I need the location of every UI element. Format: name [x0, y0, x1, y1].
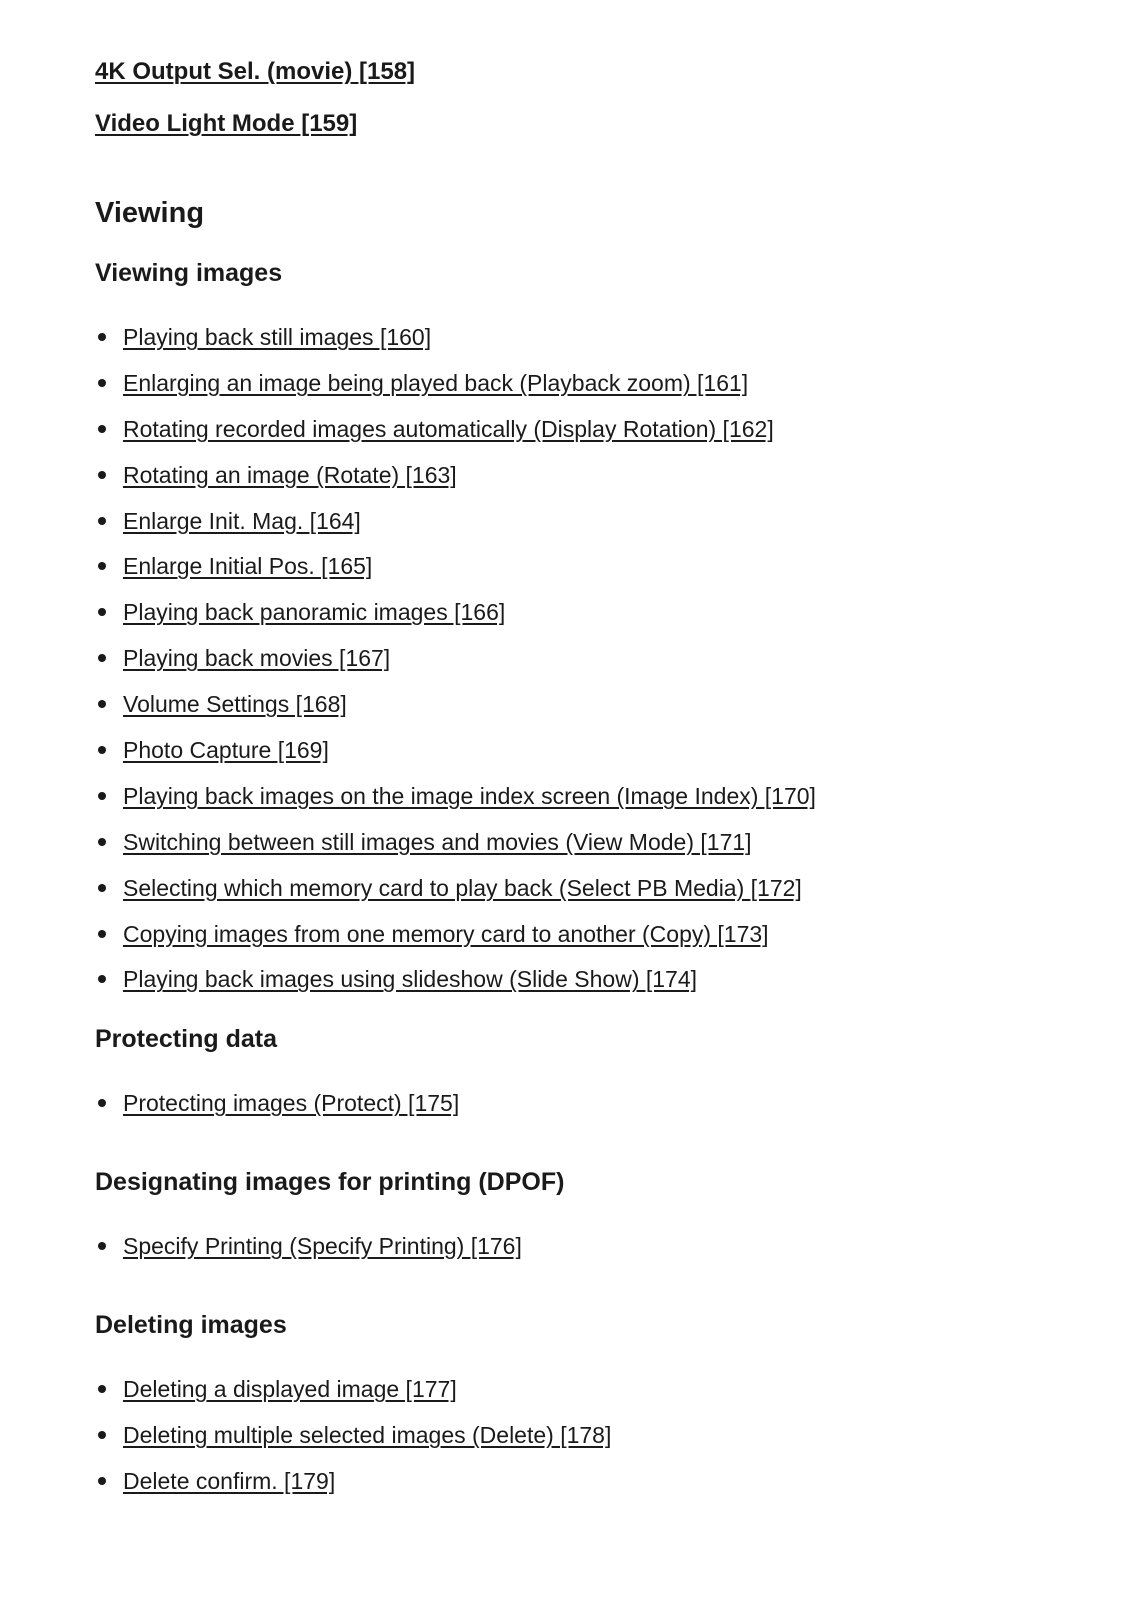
bullet-icon [98, 517, 106, 525]
list-item [95, 735, 816, 781]
link-slide-show[interactable]: Playing back images using slideshow (Slide Show) [174] [123, 966, 698, 993]
bullet-icon [98, 654, 106, 662]
link-enlarge-init-mag[interactable]: Enlarge Init. Mag. [164] [123, 507, 361, 534]
bullet-icon [98, 792, 106, 800]
link-playback-zoom[interactable]: Enlarging an image being played back (Playback zoom) [161] [123, 369, 749, 396]
list-item [95, 1420, 611, 1466]
bullet-icon [98, 975, 106, 983]
link-image-index[interactable]: Playing back images on the image index screen (Image Index) [170] [123, 782, 816, 809]
section-title-viewing: Viewing [95, 197, 205, 229]
list-item [95, 460, 816, 506]
list-dpof [95, 1231, 522, 1277]
link-playing-back-movies[interactable]: Playing back movies [167] [123, 645, 391, 672]
link-video-light-mode[interactable]: Video Light Mode [159] [95, 110, 358, 137]
bullet-icon [98, 838, 106, 846]
link-volume-settings[interactable]: Volume Settings [168] [123, 691, 347, 718]
link-protect[interactable]: Protecting images (Protect) [175] [123, 1090, 460, 1116]
list-item [95, 1088, 459, 1134]
bullet-icon [98, 608, 106, 616]
list-item [95, 414, 816, 460]
list-item [95, 964, 816, 1010]
bullet-icon [98, 1099, 106, 1107]
link-copy[interactable]: Copying images from one memory card to another (Copy) [173] [123, 920, 769, 947]
list-item [95, 1231, 522, 1277]
list-item [95, 873, 816, 919]
link-rotate[interactable]: Rotating an image (Rotate) [163] [123, 461, 457, 488]
list-item [95, 1466, 611, 1512]
link-select-pb-media[interactable]: Selecting which memory card to play back (Select PB Media) [172] [123, 874, 802, 901]
link-display-rotation[interactable]: Rotating recorded images automatically (Display Rotation) [162] [123, 415, 774, 442]
list-protecting-data [95, 1088, 459, 1134]
list-item [95, 1374, 611, 1420]
list-item [95, 322, 816, 368]
list-item [95, 643, 816, 689]
bullet-icon [98, 471, 106, 479]
list-deleting-images [95, 1374, 611, 1512]
heading-deleting-images: Deleting images [95, 1311, 287, 1339]
link-enlarge-initial-pos[interactable]: Enlarge Initial Pos. [165] [123, 553, 373, 580]
list-item [95, 689, 816, 735]
link-delete[interactable]: Deleting multiple selected images (Delete) [178] [123, 1421, 612, 1448]
bullet-icon [98, 1242, 106, 1250]
list-item [95, 368, 816, 414]
link-playing-back-panoramic-images[interactable]: Playing back panoramic images [166] [123, 599, 506, 626]
link-view-mode[interactable]: Switching between still images and movies (View Mode) [171] [123, 828, 752, 855]
list-item [95, 827, 816, 873]
bullet-icon [98, 333, 106, 341]
bullet-icon [98, 379, 106, 387]
list-item [95, 551, 816, 597]
link-photo-capture[interactable]: Photo Capture [169] [123, 737, 329, 764]
list-item [95, 597, 816, 643]
link-4k-output-sel-movie[interactable]: 4K Output Sel. (movie) [158] [95, 58, 416, 85]
bullet-icon [98, 1385, 106, 1393]
bullet-icon [98, 700, 106, 708]
list-item [95, 781, 816, 827]
bullet-icon [98, 1477, 106, 1485]
heading-dpof: Designating images for printing (DPOF) [95, 1168, 565, 1196]
link-playing-back-still-images[interactable]: Playing back still images [160] [123, 324, 432, 350]
bullet-icon [98, 746, 106, 754]
bullet-icon [98, 1431, 106, 1439]
bullet-icon [98, 562, 106, 570]
bullet-icon [98, 930, 106, 938]
bullet-icon [98, 884, 106, 892]
link-delete-confirm[interactable]: Delete confirm. [179] [123, 1467, 336, 1494]
heading-viewing-images: Viewing images [95, 259, 283, 287]
list-viewing-images [95, 322, 816, 1010]
list-item [95, 919, 816, 965]
heading-protecting-data: Protecting data [95, 1025, 277, 1053]
bullet-icon [98, 425, 106, 433]
list-item [95, 506, 816, 552]
link-deleting-displayed-image[interactable]: Deleting a displayed image [177] [123, 1376, 457, 1402]
link-specify-printing[interactable]: Specify Printing (Specify Printing) [176] [123, 1233, 522, 1259]
